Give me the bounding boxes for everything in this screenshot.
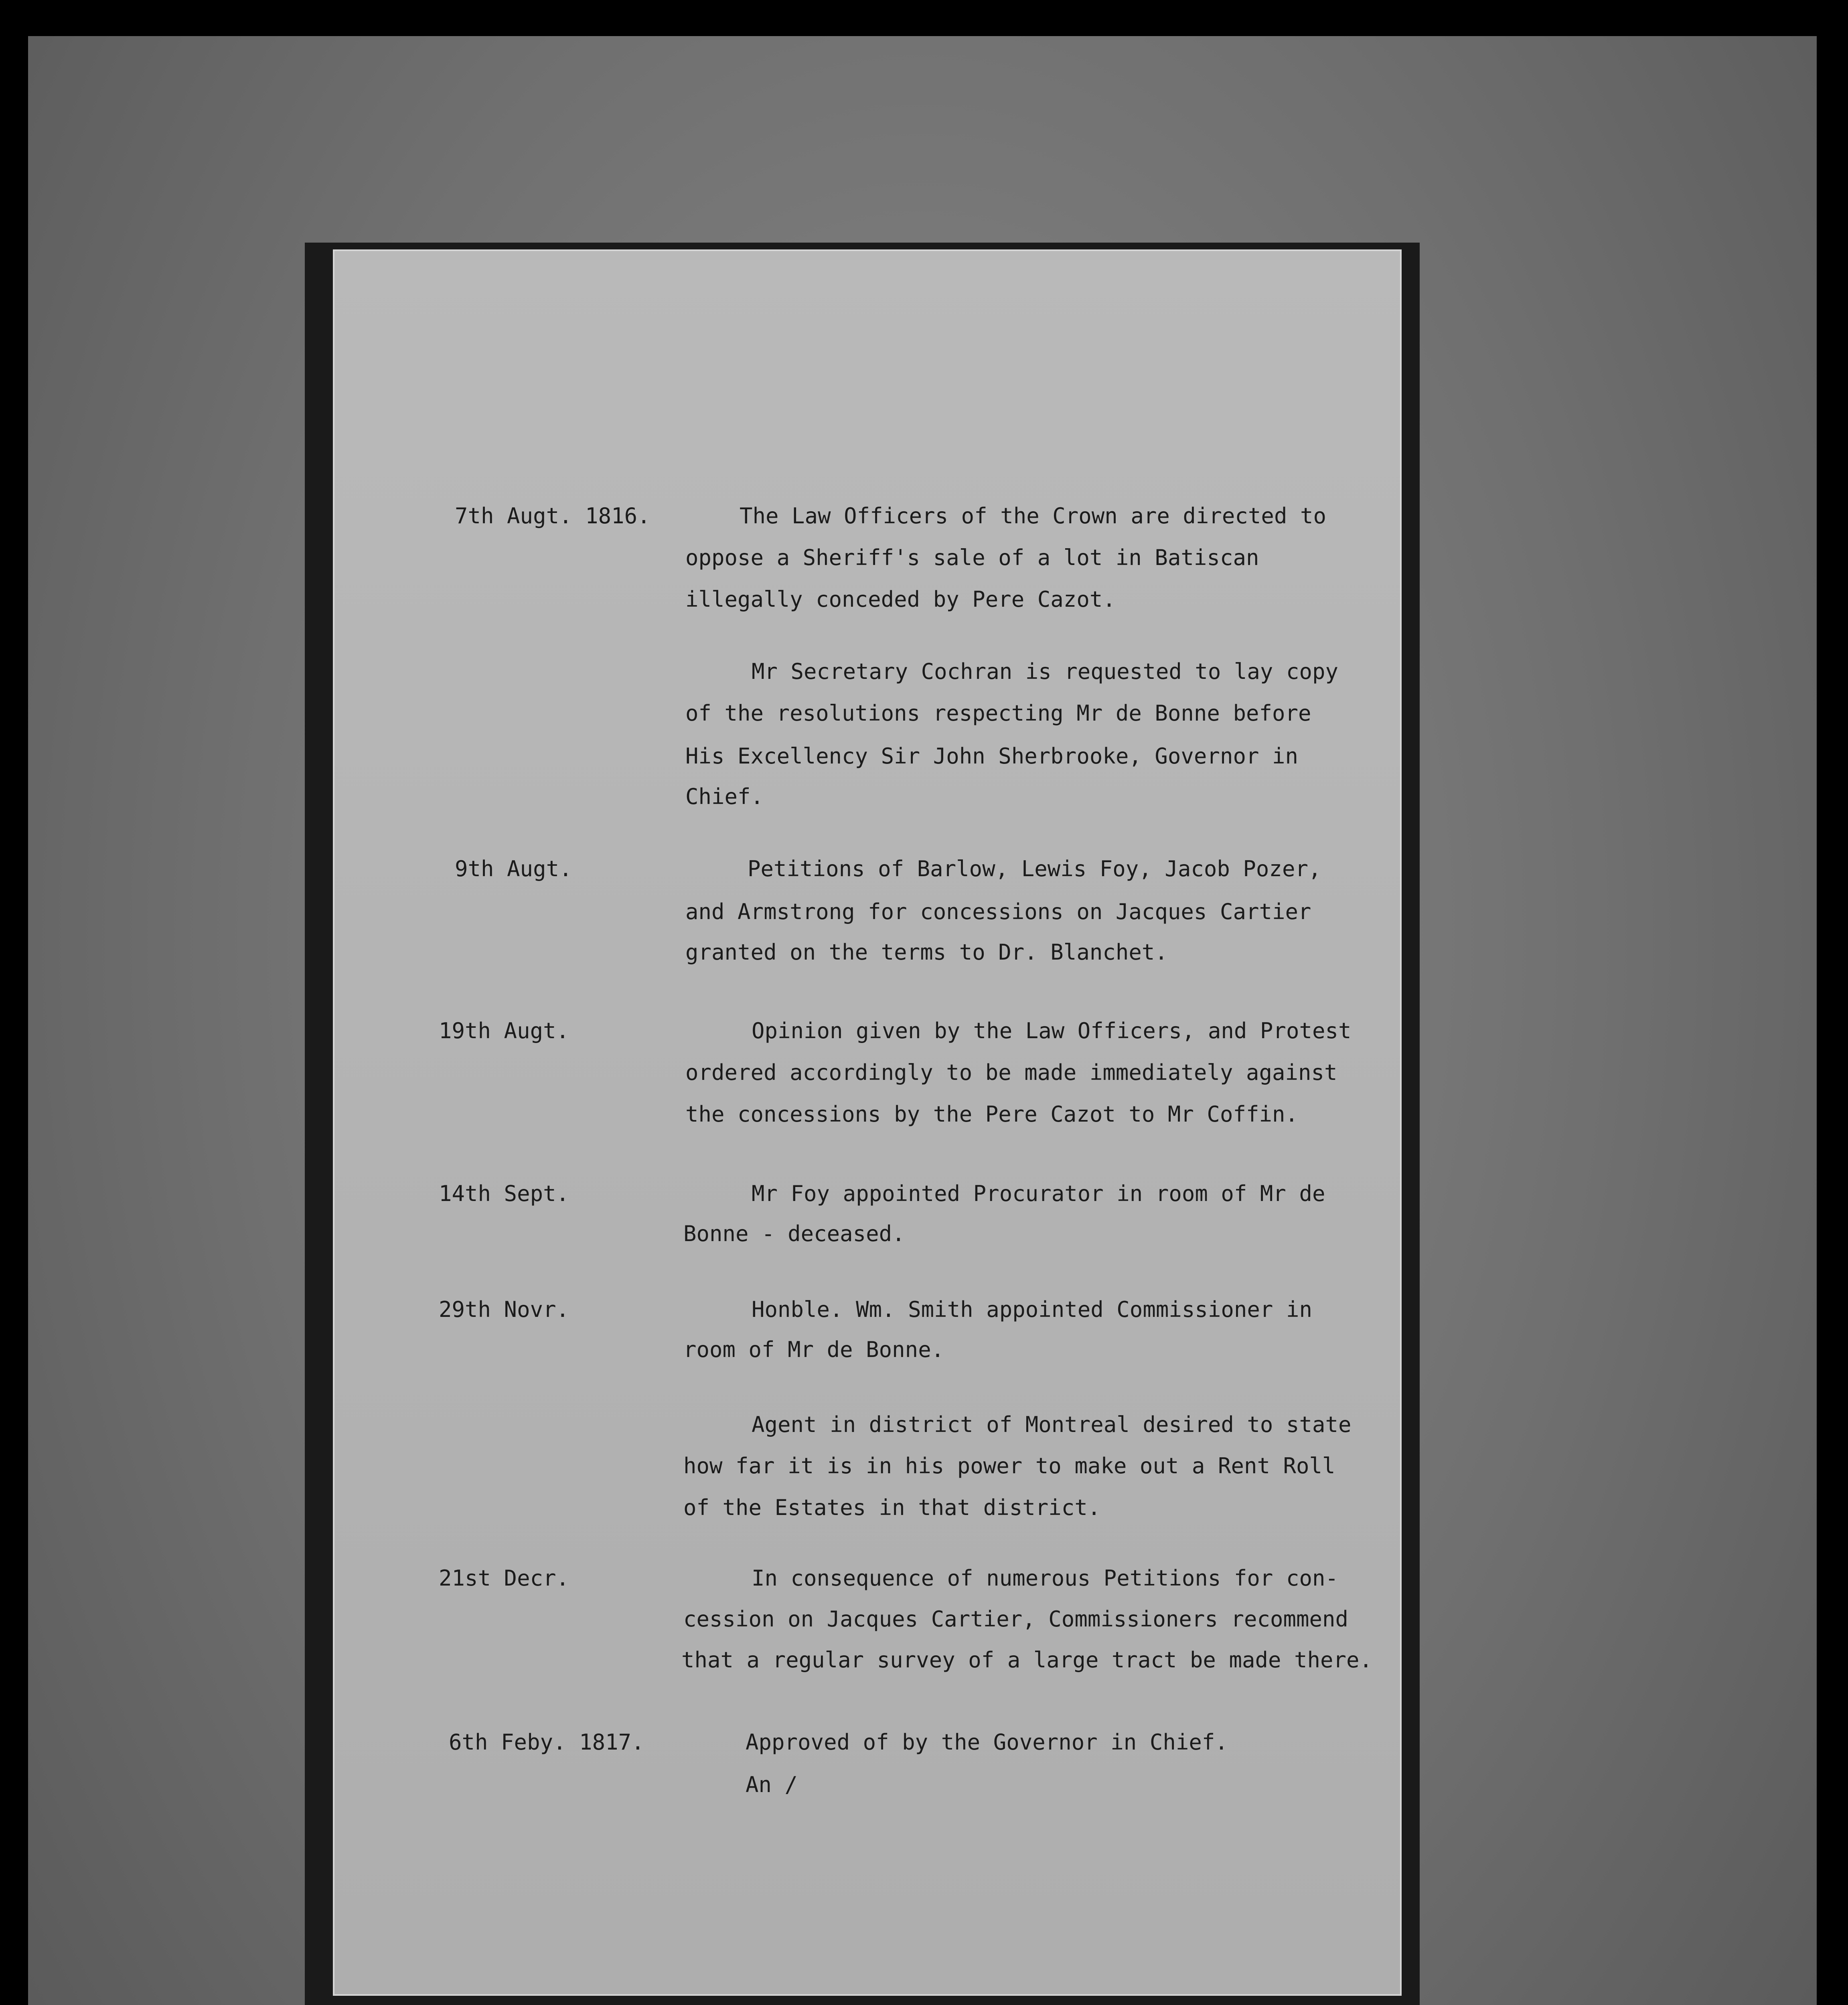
entry-text-line: of the Estates in that district. bbox=[683, 1495, 1101, 1520]
entry-text-line: Honble. Wm. Smith appointed Commissioner in bbox=[752, 1297, 1312, 1322]
entry-date: 6th Feby. 1817. bbox=[449, 1730, 644, 1755]
entry-text-line: that a regular survey of a large tract be made there. bbox=[681, 1647, 1373, 1673]
entry-text-line: of the resolutions respecting Mr de Bonne before bbox=[685, 701, 1311, 726]
entry-text-line: ordered accordingly to be made immediately against bbox=[685, 1060, 1337, 1085]
entry-text-line: how far it is in his power to make out a Rent Roll bbox=[683, 1453, 1335, 1478]
entry-text-line: Mr Foy appointed Procurator in room of Mr de bbox=[752, 1181, 1325, 1206]
entry-text-line: In consequence of numerous Petitions for con- bbox=[752, 1566, 1338, 1591]
entry-date: 7th Augt. 1816. bbox=[455, 503, 650, 529]
entry-date: 29th Novr. bbox=[439, 1297, 569, 1322]
entry-text-line: Chief. bbox=[685, 784, 764, 809]
document-page bbox=[333, 249, 1402, 1996]
entry-date: 9th Augt. bbox=[455, 856, 572, 881]
entry-text-line: Opinion given by the Law Officers, and Protest bbox=[752, 1018, 1352, 1043]
entry-text-line: His Excellency Sir John Sherbrooke, Governor in bbox=[685, 743, 1299, 769]
entry-text-line: Bonne - deceased. bbox=[683, 1221, 905, 1246]
entry-text-line: Petitions of Barlow, Lewis Foy, Jacob Pozer, bbox=[748, 856, 1321, 881]
entry-text-line: room of Mr de Bonne. bbox=[683, 1337, 944, 1362]
entry-text-line: the concessions by the Pere Cazot to Mr Coffin. bbox=[685, 1102, 1299, 1127]
entry-date: 21st Decr. bbox=[439, 1566, 569, 1591]
entry-date: 14th Sept. bbox=[439, 1181, 569, 1206]
entry-text-line: The Law Officers of the Crown are directed to bbox=[740, 503, 1326, 529]
entry-date: 19th Augt. bbox=[439, 1018, 569, 1043]
entry-text-line: cession on Jacques Cartier, Commissioners recommend bbox=[683, 1606, 1349, 1632]
entry-text-line: oppose a Sheriff's sale of a lot in Batiscan bbox=[685, 545, 1259, 570]
entry-text-line: granted on the terms to Dr. Blanchet. bbox=[685, 940, 1168, 965]
entry-text-line: illegally conceded by Pere Cazot. bbox=[685, 587, 1116, 612]
catchword: An / bbox=[746, 1772, 798, 1797]
entry-text-line: Approved of by the Governor in Chief. bbox=[746, 1730, 1228, 1755]
entry-text-line: and Armstrong for concessions on Jacques Cartier bbox=[685, 899, 1311, 924]
entry-text-line: Mr Secretary Cochran is requested to lay copy bbox=[752, 659, 1338, 684]
entry-text-line: Agent in district of Montreal desired to state bbox=[752, 1412, 1352, 1437]
